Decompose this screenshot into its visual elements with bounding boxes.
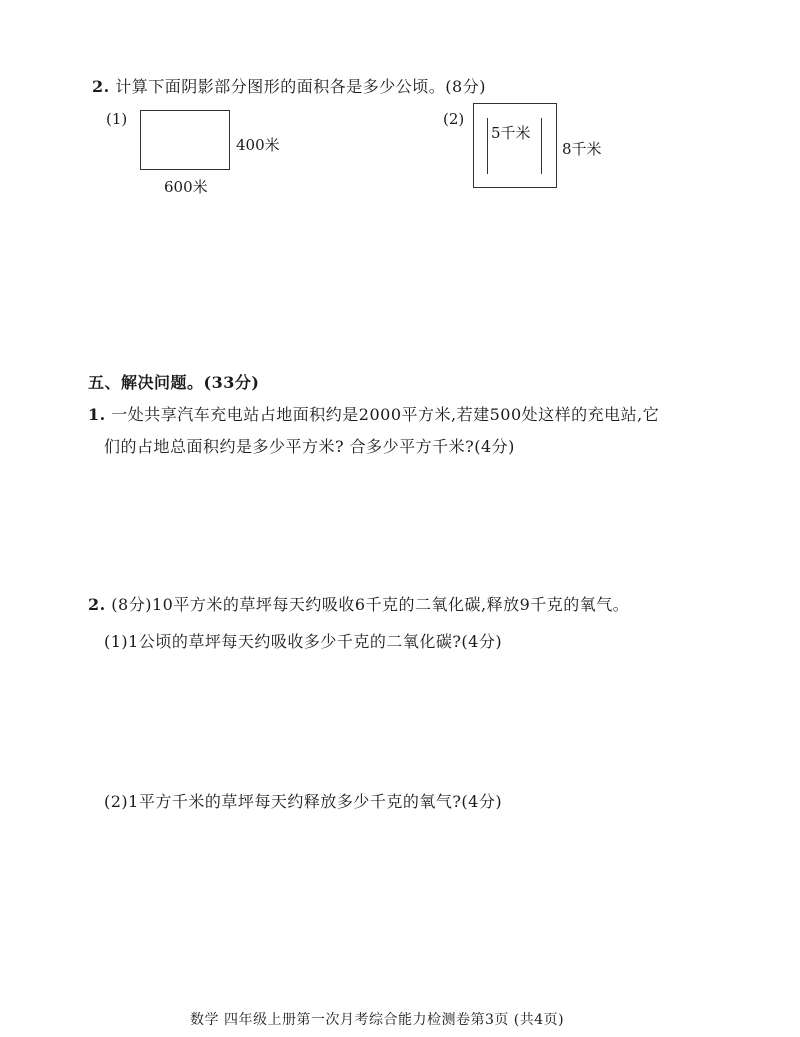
problem-number: 1.	[88, 405, 106, 424]
figure-2-label: (2)	[443, 110, 465, 128]
figure-2-inner-right-line	[541, 118, 542, 174]
problem-2-sub-1: (1)1公顷的草坪每天约吸收多少千克的二氧化碳?(4分)	[104, 632, 503, 651]
figure-2-height-label: 8千米	[562, 140, 602, 158]
section-heading: 五、解决问题。(33分)	[88, 373, 260, 392]
problem-2-intro: (8分)10平方米的草坪每天约吸收6千克的二氧化碳,释放9千克的氧气。	[111, 595, 630, 614]
page-footer: 数学 四年级上册第一次月考综合能力检测卷第3页 (共4页)	[190, 1012, 565, 1028]
problem-1-text-line-1: 一处共享汽车充电站占地面积约是2000平方米,若建500处这样的充电站,它	[111, 405, 660, 424]
figure-1-rectangle	[140, 110, 230, 170]
question-text: 计算下面阴影部分图形的面积各是多少公顷。(8分)	[115, 77, 486, 96]
problem-number: 2.	[88, 595, 106, 614]
figure-2-square	[473, 103, 557, 188]
question-number: 2.	[92, 77, 110, 96]
figure-2-inner-width-label: 5千米	[491, 124, 531, 142]
figure-1-height-label: 400米	[236, 136, 280, 154]
figure-2-inner-left-line	[487, 118, 488, 174]
figure-1-width-label: 600米	[164, 178, 208, 196]
problem-2-sub-2: (2)1平方千米的草坪每天约释放多少千克的氧气?(4分)	[104, 792, 503, 811]
problem-1-line-1	[88, 402, 659, 425]
question-2	[92, 74, 486, 97]
problem-2-intro-line	[88, 592, 629, 615]
figure-1-label: (1)	[106, 110, 128, 128]
problem-1-text-line-2: 们的占地总面积约是多少平方米? 合多少平方千米?(4分)	[104, 437, 515, 456]
